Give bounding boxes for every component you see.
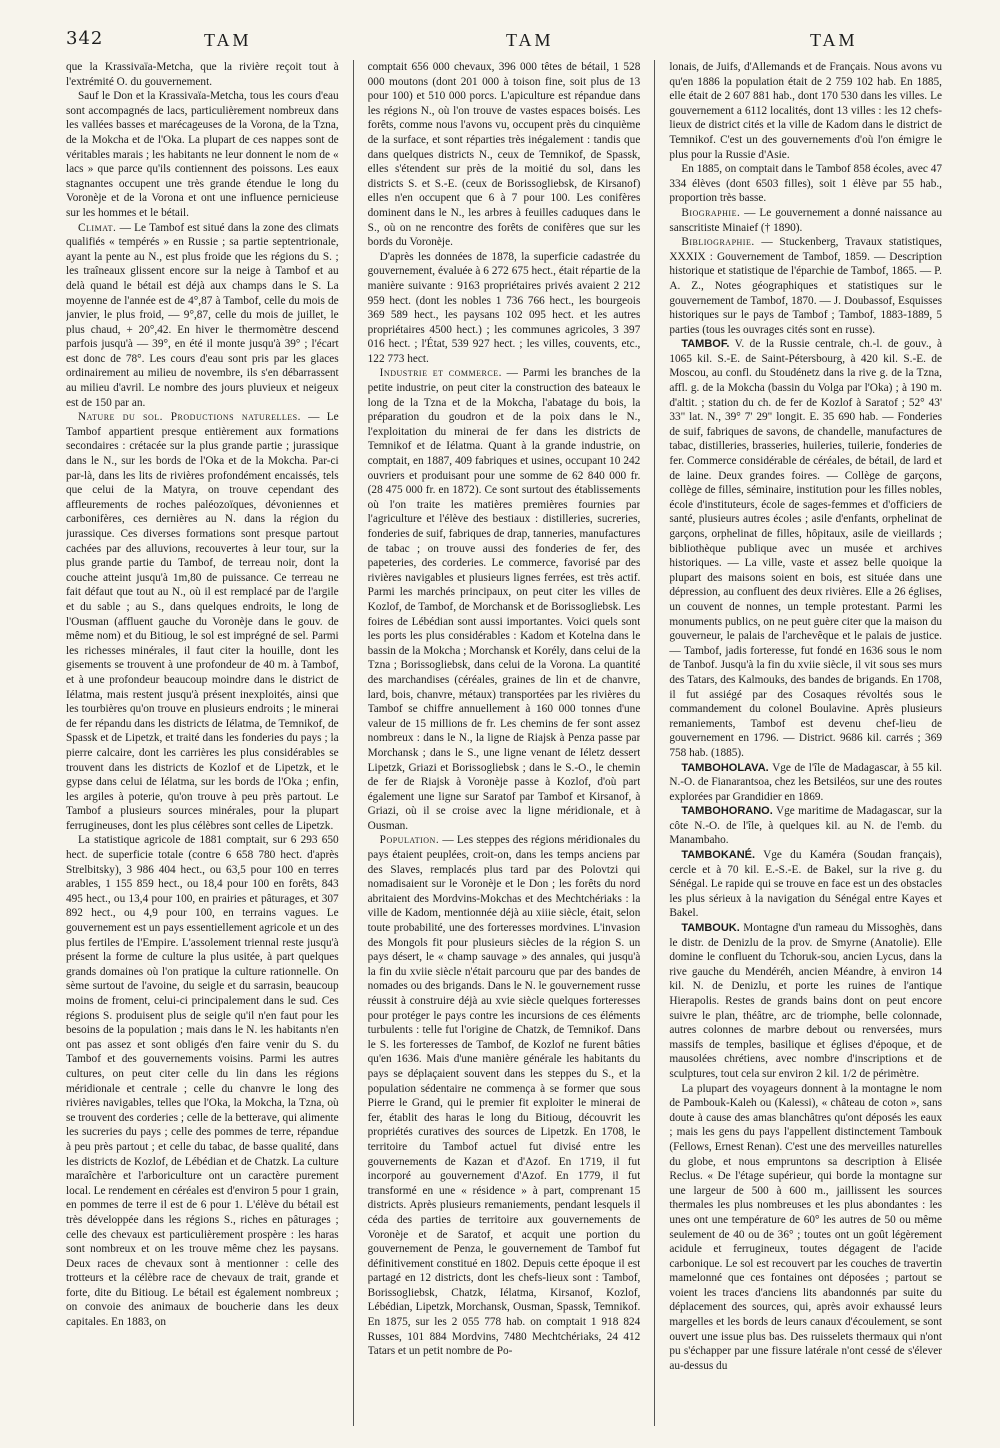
- paragraph-text: Vge de l'île de Madagascar, à 55 kil. N.-O. de Fianarantsoa, chez les Betsiléos, sur une des routes explorées par Grandidier en 1869.: [669, 761, 942, 803]
- paragraph: [66, 410, 339, 833]
- page-number: 342: [66, 28, 104, 49]
- entry-headword: TAMBOHORANO.: [681, 805, 773, 818]
- paragraph: [669, 921, 942, 1082]
- section-label: Population.: [379, 834, 440, 847]
- paragraph: [669, 761, 942, 805]
- column-rule: [654, 60, 655, 1426]
- paragraph: [66, 60, 339, 89]
- paragraph: [368, 833, 641, 1358]
- section-label: Climat.: [78, 221, 117, 234]
- paragraph: [669, 60, 942, 162]
- paragraph: [669, 206, 942, 235]
- section-label: Industrie et commerce.: [379, 367, 502, 380]
- paragraph: [66, 833, 339, 1329]
- paragraph: [368, 250, 641, 367]
- paragraph: [368, 366, 641, 833]
- column-left: [66, 60, 339, 1426]
- paragraph-text: — Le Tambof est situé dans la zone des climats qualifiés « tempérés » en Russie ; sa partie septentrionale, ayant la pente au N., est plus froide que les régions du S. ; les traîneaux glissent encore sur la neige à Tambof et au delà quand le bétail est déjà aux champs dans le S. La moyenne de l'année est de 4°,87 à Tambof, celle du mois de janvier, le plus froid, — 9°,87, celle du mois de juillet, le plus chaud, + 20°,42. En hiver le thermomètre descend parfois jusqu'à — 39°, en été il monte jusqu'à 39° ; l'écart est donc de 78°. Les cours d'eau sont pris par les glaces ordinairement au milieu de novembre, ils s'en débarrassent au milieu d'avril. Le nombre des jours pluvieux et neigeux est de 150 par an.: [66, 221, 339, 409]
- paragraph-text: V. de la Russie centrale, ch.-l. de gouv., à 1065 kil. S.-E. de Saint-Pétersbourg, à 420 kil. S.-E. de Moscou, au confl. du Stoudénetz dans la rive g. de la Tzna, affl. g. de la Mokcha (bassin du Volga par l'Oka) ; à 190 m. d'altit. ; station du ch. de fer de Kozlof à Saratof ; 52° 43' 33" lat. N., 39° 7' 29" longit. E. 35 690 hab. — Fonderies de suif, fabriques de savons, de chandelle, manufactures de tabac, distilleries, brasseries, huileries, tuilerie, fonderies de fer. Commerce considérable de céréales, de bétail, de lard et de laine. Deux grandes foires. — Collège de garçons, collège de filles, séminaire, institution pour les filles nobles, école d'instituteurs, école de sages-femmes et d'officiers de santé, plusieurs autres écoles ; asile d'enfants, orphelinat de garçons, orphelinat de filles, hôpitaux, asile de vieillards ; bibliothèque publique avec un musée et archives historiques. — La ville, vaste et assez belle quoique la plupart des maisons soient en bois, est située dans une dépression, au confluent des deux rivières. Elle a 26 églises, un couvent de nonnes, un temple protestant. Parmi les monuments publics, on ne peut guère citer que la maison du gouverneur, le palais de l'archevêque et le palais de justice. — Tambof, jadis forteresse, fut fondé en 1636 sous le nom de Tanbof. Jusqu'à la fin du xviie siècle, il vit sous ses murs des Tatars, des Kalmouks, des bandes de brigands. En 1708, il fut assiégé par des Cosaques révoltés sous le commandement du colonel Boulavine. Après plusieurs remaniements, Tambof est devenu chef-lieu de gouvernement en 1796. — District. 9686 kil. carrés ; 369 758 hab. (1885).: [669, 338, 942, 759]
- paragraph: [66, 221, 339, 411]
- running-head-center: TAM: [506, 30, 554, 50]
- paragraph: [66, 89, 339, 220]
- paragraph-text: Vge du Kaméra (Soudan français), cercle et à 70 kil. E.-S.-E. de Bakel, sur la rive g. du Sénégal. Le rapide qui se trouve en face est un des obstacles les plus sérieux à la navigation du Sénégal entre Kayes et Bakel.: [669, 849, 942, 920]
- paragraph: [669, 337, 942, 760]
- text-columns: [66, 60, 942, 1426]
- paragraph-text: En 1885, on comptait dans le Tambof 858 écoles, avec 47 334 élèves (dont 6503 filles), soit 1 élève par 55 hab., proportion très basse.: [669, 163, 942, 205]
- column-rule: [353, 60, 354, 1426]
- paragraph-text: comptait 656 000 chevaux, 396 000 têtes de bétail, 1 528 000 moutons (dont 201 000 à toison fine, soit plus de 13 pour 100) et 510 000 porcs. L'apiculture est répandue dans les régions N., où l'on trouve de vastes espaces boisés. Les forêts, comme nous l'avons vu, occupent près du cinquième de la surface, et sont réparties très inégalement : tandis que dans quelques districts N., ceux de Temnikof, de Spassk, elles s'étendent sur près de la moitié du sol, dans les districts S. et S.-E. (ceux de Borissogliebsk, de Kirsanof) elles n'en occupent que 6 à 7 pour 100. Les conifères dominent dans le N., les arbres à feuilles caduques dans le S., où on ne rencontre des forêts de conifères que sur les bords du Voronèje.: [367, 61, 641, 249]
- paragraph: [669, 804, 942, 848]
- running-head-left: TAM: [204, 30, 252, 50]
- paragraph-text: — Stuckenberg, Travaux statistiques, XXXIX : Gouvernement de Tambof, 1859. — Description historique et statistique de l'éparchie de Tambof, 1865. — P. A. Z., Notes géographiques et statistiques sur le gouvernement de Tambof, 1870. — J. Doubassof, Esquisses historiques sur le pays de Tambof ; Tambof, 1883-1889, 5 parties (tous les ouvrages cités sont en russe).: [669, 236, 942, 336]
- paragraph-text: — Les steppes des régions méridionales du pays étaient peuplées, croit-on, dans les temps anciens par des Slaves, remplacés plus tard par des Polovtzi qui nomadisaient sur le Voronèje et le Don ; les forêts du nord abritaient des Mordvins-Mokchas et des Mechtchériaks : la ville de Kadom, mentionnée déjà au xiiie siècle, était, selon toute probabilité, une des forteresses mordvines. L'invasion des Mongols fit pour plusieurs siècles de la région S. un pays désert, le « champ sauvage » des annales, qui jusqu'à la fin du xviie siècle n'était parcouru que par des bandes de nomades ou des brigands. Dans le N. le gouvernement russe réussit à construire déjà au xvie siècle quelques forteresses pour protéger le pays contre les incursions de ces éléments turbulents : telle fut l'origine de Chatzk, de Temnikof. Dans le S. les forteresses de Tambof, de Kozlof ne furent bâties qu'en 1636. Mais d'une manière générale les habitants du pays se déplaçaient souvent dans les steppes du S., et la population sédentaire ne commença à se former que sous Pierre le Grand, qui le premier fit exploiter le minerai de fer, établit des haras le long du Bitioug, découvrit les propriétés curatives des sources de Lipetzk. En 1708, le territoire du Tambof actuel fut divisé entre les gouvernements de Kazan et d'Azof. En 1719, il fut incorporé au gouvernement d'Azof. En 1779, il fut transformé en une « résidence » à part, comprenant 15 districts. Après plusieurs remaniements, pendant lesquels il céda des parties de territoire aux gouvernements de Voronèje et de Saratof, et acquit une portion du gouvernement de Penza, le gouvernement de Tambof fut définitivement constitué en 1802. Depuis cette époque il est partagé en 12 districts, dont les chefs-lieux sont : Tambof, Borissogliebsk, Chatzk, Iélatma, Kirsanof, Kozlof, Lébédian, Lipetzk, Morchansk, Ousman, Spassk, Temnikof. En 1875, sur les 2 055 778 hab. on comptait 1 918 824 Russes, 101 884 Mordvins, 7480 Mechtchériaks, 24 412 Tatars et un petit nombre de Po-: [367, 834, 641, 1358]
- paragraph-text: — Le Tambof appartient presque entièrement aux formations secondaires : crétacée sur la plus grande partie ; jurassique dans le N., sur les bords de l'Oka et de la Mokcha. Par-ci par-là, dans les lits de rivières profondément encaissés, tels que celui de la Matyra, on trouve cependant des affleurements de roches paléozoïques, dévoniennes et carbonifères, ces dernières au N. dans la région du jurassique. Ces diverses formations sont presque partout cachées par des alluvions, recouvertes à leur tour, sur la plus grande partie du Tambof, de terreau noir, dont la couche atteint jusqu'à 1m,80 de puissance. Ce terreau ne fait défaut que tout au N., où il est remplacé par de l'argile et du sable ; au S., dans quelques endroits, le long de l'Ousman (affluent gauche du Voronèje dans le gouv. de même nom) et du Bitioug, le sol est imprégné de sel. Parmi les richesses minérales, il faut citer la houille, dont les gisements se trouvent à une profondeur de 40 m. à Tambof, et à une profondeur beaucoup moindre dans le district de Iélatma, mais restent jusqu'à présent inexploités, ainsi que les tourbières qu'on trouve en plusieurs endroits ; le minerai de fer répandu dans les districts de Iélatma, de Temnikof, de Spassk et de Lipetzk, et traité dans les fonderies du pays ; la pierre calcaire, dont les carrières les plus considérables se trouvent dans les districts de Kozlof et de Lipetzk, et le gypse dans celui de Iélatma, sur les bords de l'Oka ; enfin, les argiles à poterie, qu'on trouve à peu près partout. Le Tambof a plusieurs sources minérales, pour la plupart ferrugineuses, dont les plus célèbres sont celles de Lipetzk.: [66, 411, 339, 832]
- paragraph-text: lonais, de Juifs, d'Allemands et de Français. Nous avons vu qu'en 1886 la population était de 2 759 102 hab. En 1885, elle était de 2 607 881 hab., dont 170 530 dans les villes. Le gouvernement a 6112 localités, dont 13 villes : les 12 chefs-lieux de district cités et la ville de Kadom dans le district de Temnikof. C'est un des gouvernements d'où l'on émigre le plus pour la Russie d'Asie.: [669, 61, 942, 161]
- running-head-right: TAM: [810, 30, 858, 50]
- paragraph-text: que la Krassivaïa-Metcha, que la rivière reçoit tout à l'extrémité O. du gouvernement.: [66, 61, 339, 88]
- section-label: Bibliographie.: [681, 236, 755, 249]
- paragraph-text: — Parmi les branches de la petite industrie, on peut citer la construction des bateaux le long de la Tzna et de la Mokcha, l'abatage du bois, la préparation du goudron et de la poix dans le N., l'exploitation du minerai de fer dans les districts de Temnikof et de Iélatma. Quant à la grande industrie, on comptait, en 1887, 409 fabriques et usines, occupant 10 242 ouvriers et produisant pour une somme de 62 840 000 fr. (28 475 000 fr. en 1872). Ce sont surtout des établissements où l'on traite les matières premières fournies par l'agriculture et l'élève des bestiaux : distilleries, sucreries, fonderies de suif, fabriques de drap, tanneries, manufactures de tabac ; on trouve aussi des fonderies de fer, des papeteries, des corderies. Le commerce, favorisé par des rivières navigables et plusieurs lignes ferrées, est très actif. Parmi les marchés principaux, on peut citer les villes de Kozlof, de Tambof, de Morchansk et de Borissogliebsk. Les foires de Lébédian sont aussi importantes. Voici quels sont les ports les plus considérables : Kadom et Kotelna dans le bassin de la Mokcha ; Morchansk et Korély, dans celui de la Tzna ; Borissogliebsk, dans celui de la Vorona. La quantité des marchandises (céréales, graines de lin et de chanvre, lard, bois, chanvre, métaux) transportées par les rivières du Tambof se chiffre annuellement à 160 000 tonnes d'une valeur de 15 millions de fr. Les chemins de fer sont assez nombreux : dans le N., la ligne de Riajsk à Penza passe par Morchansk ; dans le S., une ligne venant de Iéletz dessert Lipetzk, Griazi et Borissogliebsk ; dans le S.-O., le chemin de fer de Riajsk à Voronèje passe à Kozlof, d'où part également une ligne sur Saratof par Tambof et Kirsanof, à Griazi, où il se croise avec la ligne méridionale, et à Ousman.: [367, 367, 641, 832]
- paragraph: [669, 1082, 942, 1374]
- paragraph-text: La plupart des voyageurs donnent à la montagne le nom de Pambouk-Kaleh ou (Kalessi), « château de coton », sans doute à cause des amas blanchâtres qu'ont déposés les eaux ; mais les gens du pays l'appellent distinctement Tambouk (Fellows, Ernest Renan). C'est une des merveilles naturelles du globe, et nous empruntons sa description à Elisée Reclus. « De l'étage supérieur, qui borde la montagne sur une largeur de 500 à 600 m., jaillissent les sources thermales les plus nombreuses et les plus abondantes : les unes ont une température de 60° les autres de 50 ou même seulement de 40 ou de 36° ; toutes ont un goût légèrement acidule et ferrugineux, toutes dégagent de l'acide carbonique. Le sol est recouvert par les couches de travertin mamelonné que ces fontaines ont déposées ; partout se voient les traces d'anciens lits abandonnés par suite du déplacement des sources, qui, après avoir exhaussé leurs margelles et les bords de leurs canaux d'écoulement, se sont ouvert une issue plus bas. Des ruisselets thermaux qui n'ont pu s'échapper par une fissure latérale n'ont cessé de s'élever au-dessus du: [669, 1082, 942, 1372]
- paragraph: [669, 848, 942, 921]
- column-middle: [368, 60, 641, 1426]
- paragraph-text: — Le gouvernement a donné naissance au sanscritiste Minaief († 1890).: [669, 206, 942, 234]
- paragraph-text: Montagne d'un rameau du Missoghès, dans le distr. de Denizlu de la prov. de Smyrne (Anatolie). Elle domine le confluent du Tchoruk-sou, ancien Lycus, dans la rive gauche du Mendéréh, ancien Méandre, à environ 14 kil. N. de Denizlu, et porte les ruines de l'antique Hierapolis. Restes de grands bains dont on peut encore suivre le plan, théâtre, arc de triomphe, belle colonnade, autres colonnes de marbre debout ou renversées, murs massifs de temples, basilique et églises d'époque, et de mausolées chrétiens, avec nombre d'inscriptions et de sculptures, tout cela sur environ 2 kil. 1/2 de périmètre.: [669, 922, 942, 1080]
- entry-headword: TAMBOUK.: [681, 922, 740, 935]
- paragraph-text: Vge maritime de Madagascar, sur la côte N.-O. de l'île, à quelques kil. au N. de l'emb. du Manambaho.: [669, 805, 942, 847]
- entry-headword: TAMBOKANÉ.: [681, 849, 756, 862]
- paragraph-text: D'après les données de 1878, la superficie cadastrée du gouvernement, évaluée à 6 272 675 hect., était répartie de la manière suivante : 9163 propriétaires privés avaient 2 212 959 hect. (dont les nobles 1 736 766 hect., les bourgeois 369 589 hect., les paysans 102 095 hect. et les autres propriétaires 4500 hect.) ; les communes agricoles, 3 397 016 hect. ; l'État, 539 927 hect. ; les villes, couvents, etc., 122 773 hect.: [367, 250, 641, 365]
- section-label: Nature du sol. Productions naturelles.: [78, 411, 301, 424]
- column-right: [669, 60, 942, 1426]
- entry-headword: TAMBOF.: [681, 338, 730, 351]
- running-head: [66, 26, 942, 60]
- paragraph-text: Sauf le Don et la Krassivaïa-Metcha, tous les cours d'eau sont accompagnés de lacs, particulièrement nombreux dans les vallées basses et marécageuses de la Vorona, de la Tzna, de la Mokcha et de l'Oka. La plupart de ces nappes sont de véritables marais ; les habitants ne leur donnent le nom de « lacs » que parce qu'ils contiennent des poissons. Les eaux stagnantes occupent une très grande étendue le long du Voronèje et de la Vorona et ont une influence pernicieuse sur les hommes et le bétail.: [66, 90, 339, 219]
- entry-headword: TAMBOHOLAVA.: [681, 761, 769, 774]
- paragraph: [368, 60, 641, 250]
- paragraph-text: La statistique agricole de 1881 comptait, sur 6 293 650 hect. de superficie totale (contre 6 658 780 hect. d'après Strelbitsky), 3 986 404 hect., ou 63,5 pour 100 en terres arables, 1 155 859 hect., ou 18,4 pour 100 en forêts, 843 495 hect., ou 13,4 pour 100, en prairies et pâturages, et 307 892 hect., ou 4,9 pour 100, en terrains vagues. Le gouvernement est un pays essentiellement agricole et un des plus fertiles de l'Empire. L'assolement triennal reste jusqu'à présent la forme de culture la plus usitée, à part quelques grands domaines où l'on pratique la culture rationnelle. On sème surtout de l'avoine, du seigle et du sarrasin, beaucoup moins de froment, celui-ci principalement dans le sud. Ces régions S. produisent plus de seigle qu'il n'en faut pour les besoins de la population ; mais dans le N. les habitants n'en ont pas assez et sont obligés d'en faire venir du S. du Tambof et des gouvernements voisins. Parmi les autres cultures, on peut citer celle du lin dans les régions méridionale et centrale ; celle du chanvre le long des rivières navigables, telles que l'Oka, la Mokcha, la Tzna, où se trouvent des corderies ; celle de la betterave, qui alimente les sucreries du pays ; celle des pommes de terre, répandue à peu près partout ; et celle du tabac, de basse qualité, dans les districts de Kozlof, de Lébédian et de Chatzk. La culture maraîchère et l'arboriculture ont un caractère purement local. Le rendement en céréales est d'environ 5 pour 1 grain, en pommes de terre il est de 6 pour 1. L'élève du bétail est très développée dans les régions S., riches en pâturages ; celle des chevaux est particulièrement prospère : les haras sont nombreux et on les trouve même chez les paysans. Deux races de chevaux sont à mentionner : celle des trotteurs et la célèbre race de chevaux de trait, grande et forte, dite du Bitioug. Le bétail est également nombreux ; on convoie des animaux de boucherie dans les deux capitales. En 1883, on: [66, 834, 339, 1329]
- paragraph: [669, 235, 942, 337]
- section-label: Biographie.: [681, 206, 741, 219]
- paragraph: [669, 162, 942, 206]
